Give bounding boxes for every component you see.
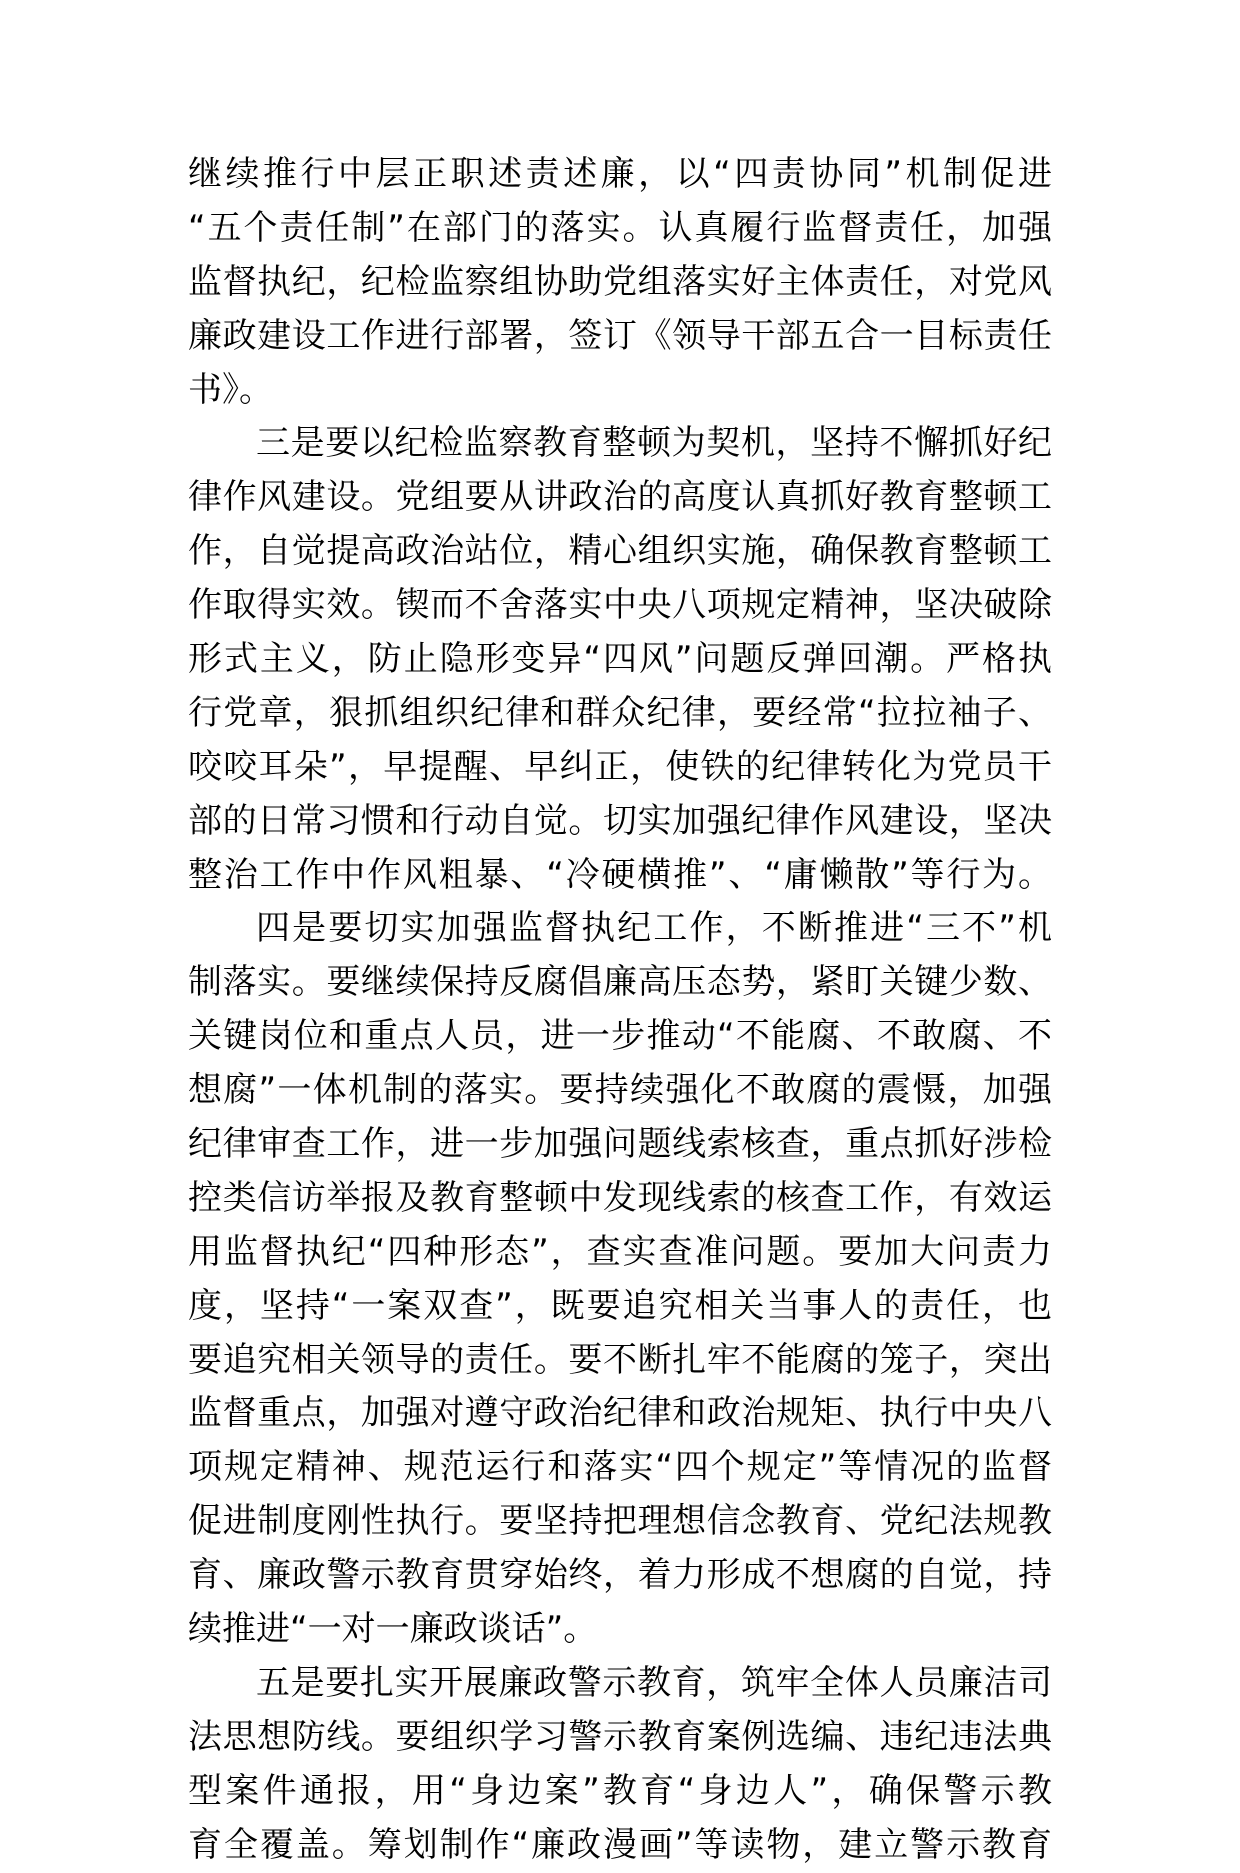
text-line: 育全覆盖。筹划制作“廉政漫画”等读物，建立警示教育 (188, 1824, 1052, 1865)
text-line: 关键岗位和重点人员，进一步推动“不能腐、不敢腐、不 (188, 1016, 1052, 1057)
text-line: 制落实。要继续保持反腐倡廉高压态势，紧盯关键少数、 (188, 962, 1052, 1003)
text-line: 继续推行中层正职述责述廉，以“四责协同”机制促进 (188, 154, 1052, 194)
text-line: 想腐”一体机制的落实。要持续强化不敢腐的震慑，加强 (188, 1070, 1052, 1111)
text-line: 项规定精神、规范运行和落实“四个规定”等情况的监督 (188, 1447, 1052, 1488)
text-line: 度，坚持“一案双查”，既要追究相关当事人的责任，也 (188, 1285, 1052, 1326)
text-line: 纪律审查工作，进一步加强问题线索核查，重点抓好涉检 (188, 1124, 1052, 1165)
text-line: 要追究相关领导的责任。要不断扎牢不能腐的笼子，突出 (188, 1339, 1052, 1380)
text-line: 监督重点，加强对遵守政治纪律和政治规矩、执行中央八 (188, 1393, 1052, 1434)
text-line: 廉政建设工作进行部署，签订《领导干部五合一目标责任 (188, 315, 1052, 356)
text-line: 书》。 (188, 369, 273, 410)
text-line: 整治工作中作风粗暴、“冷硬横推”、“庸懒散”等行为。 (188, 854, 1052, 895)
text-line: “五个责任制”在部门的落实。认真履行监督责任，加强 (188, 207, 1052, 248)
text-line: 用监督执纪“四种形态”，查实查准问题。要加大问责力 (188, 1231, 1052, 1272)
text-line: 作，自觉提高政治站位，精心组织实施，确保教育整顿工 (188, 531, 1052, 572)
paragraph-first-line: 三是要以纪检监察教育整顿为契机，坚持不懈抓好纪 (256, 423, 1052, 464)
text-line: 续推进“一对一廉政谈话”。 (188, 1609, 598, 1650)
text-line: 律作风建设。党组要从讲政治的高度认真抓好教育整顿工 (188, 477, 1052, 518)
paragraph-first-line: 四是要切实加强监督执纪工作，不断推进“三不”机 (256, 908, 1052, 949)
document-body (188, 148, 1052, 1873)
text-line: 监督执纪，纪检监察组协助党组落实好主体责任，对党风 (188, 261, 1052, 302)
text-line: 法思想防线。要组织学习警示教育案例选编、违纪违法典 (188, 1716, 1052, 1757)
text-line: 育、廉政警示教育贯穿始终，着力形成不想腐的自觉，持 (188, 1555, 1052, 1596)
text-line: 作取得实效。锲而不舍落实中央八项规定精神，坚决破除 (188, 585, 1052, 626)
text-line: 行党章，狠抓组织纪律和群众纪律，要经常“拉拉袖子、 (188, 692, 1052, 733)
text-line: 形式主义，防止隐形变异“四风”问题反弹回潮。严格执 (188, 639, 1052, 680)
text-line: 部的日常习惯和行动自觉。切实加强纪律作风建设，坚决 (188, 800, 1052, 841)
text-line: 促进制度刚性执行。要坚持把理想信念教育、党纪法规教 (188, 1501, 1052, 1542)
text-line: 咬咬耳朵”，早提醒、早纠正，使铁的纪律转化为党员干 (188, 746, 1052, 787)
paragraph-first-line: 五是要扎实开展廉政警示教育，筑牢全体人员廉洁司 (256, 1662, 1052, 1703)
text-line: 控类信访举报及教育整顿中发现线索的核查工作，有效运 (188, 1177, 1052, 1218)
text-line: 型案件通报，用“身边案”教育“身边人”，确保警示教 (188, 1770, 1052, 1811)
